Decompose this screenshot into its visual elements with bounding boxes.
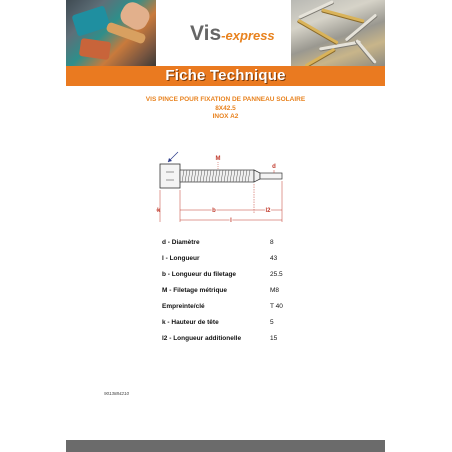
product-material: INOX A2 [212,113,239,120]
logo-main: Vis [190,22,222,45]
label-k: k [157,208,161,214]
spec-label: l - Longueur [162,255,200,262]
spec-label: d - Diamètre [162,239,200,246]
spec-row [162,334,362,344]
header [66,0,385,84]
spec-value: T 40 [270,303,283,310]
title-banner [66,66,385,86]
spec-label: M - Filetage métrique [162,287,228,294]
spec-value: M8 [270,287,280,294]
logo-accent: express [225,28,275,43]
screw-shape [319,40,361,50]
screw-drawing [156,150,296,230]
logo-separator: - [221,28,226,43]
spec-label: k - Hauteur de tête [162,319,219,326]
spec-row [162,286,362,296]
logo [156,0,291,66]
screw-shape [321,8,364,22]
label-b: b [212,208,216,214]
screw-shape [297,19,338,45]
banner-title: Fiche Technique [165,67,286,84]
spec-row [162,238,362,248]
label-M: M [215,156,221,162]
reference-code: 9013884210 [104,391,130,396]
spec-label: Empreinte/clé [162,303,205,310]
pin-tip [260,173,282,179]
label-l2: l2 [265,208,271,214]
thread-taper [254,170,260,182]
label-l: l [230,218,232,224]
technical-sheet [66,0,385,452]
product-size: 8X42.5 [215,104,236,112]
spec-label: b - Longueur du filetage [162,271,237,278]
spec-label: l2 - Longueur additionelle [162,335,242,342]
spec-value: 43 [270,255,278,262]
footer-bar [66,440,385,452]
spec-row [162,270,362,280]
spec-value: 25.5 [270,271,283,278]
spec-value: 5 [270,319,274,326]
screw-shape [355,39,377,64]
tool-shape [79,38,111,60]
spec-value: 15 [270,335,278,342]
logo-text [190,22,275,46]
label-d: d [272,164,276,170]
screw-head [160,164,180,188]
spec-row [162,302,362,312]
tool-shape [71,5,110,36]
spec-value: 8 [270,239,274,246]
product-name: VIS PINCE POUR FIXATION DE PANNEAU SOLAIRE [145,96,306,103]
screws-photo [291,0,385,66]
product-title [66,96,385,122]
spec-row [162,254,362,264]
tools-photo [66,0,156,66]
spec-row [162,318,362,328]
